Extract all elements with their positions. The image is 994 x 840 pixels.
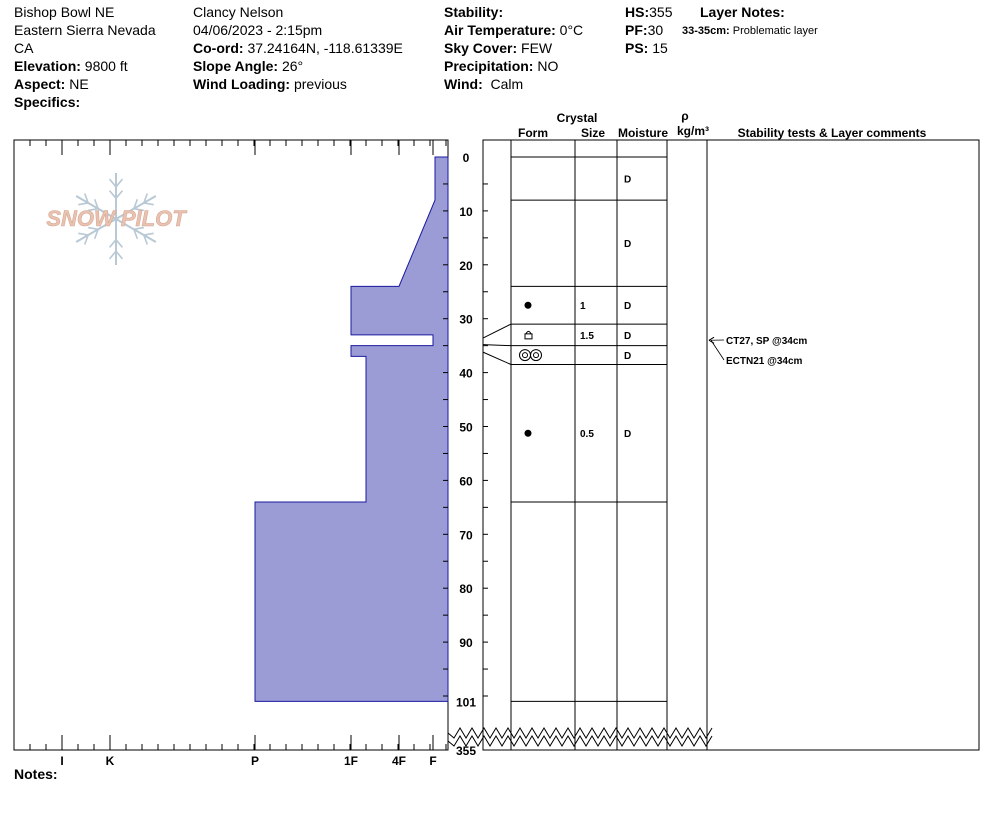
depth-tick-label: 101 — [455, 695, 477, 710]
stability-tests — [709, 336, 807, 367]
moisture-value: D — [624, 429, 632, 441]
stability-label: Stability: — [444, 4, 504, 20]
hardness-area — [255, 157, 448, 701]
grain-size-value: 1 — [580, 301, 586, 313]
grain-size-value: 0.5 — [580, 429, 594, 441]
elevation-value: 9800 ft — [84, 58, 128, 74]
aspect-value: NE — [69, 76, 89, 92]
slope-value: 26° — [281, 58, 304, 74]
wind-loading-label: Wind Loading: — [193, 76, 291, 92]
flake-branch — [78, 203, 88, 205]
faceted-grain-icon — [525, 334, 532, 339]
coord-value: 37.24164N, -118.61339E — [247, 40, 403, 56]
wind-label: Wind: — [444, 76, 483, 92]
header-form: Form — [518, 126, 548, 140]
zigzag-line — [448, 736, 712, 746]
hs-label: HS: — [625, 4, 650, 20]
flake-branch — [144, 233, 154, 235]
layer-note-range: 33-35cm: — [682, 25, 730, 37]
date-time: 04/06/2023 - 2:15pm — [193, 22, 323, 38]
state: CA — [14, 40, 34, 56]
rounded-grain-icon — [525, 302, 532, 309]
header-rho: ρ — [681, 109, 689, 123]
pf-label: PF: — [625, 22, 648, 38]
crystal-table-frame — [483, 140, 707, 750]
depth-tick-label: 20 — [459, 258, 473, 273]
moisture-value: D — [624, 351, 632, 363]
ps-value: 15 — [652, 40, 668, 56]
moisture-value: D — [624, 239, 632, 251]
snowpilot-logo — [46, 173, 187, 265]
precip-label: Precipitation: — [444, 58, 534, 74]
air-temp-value: 0°C — [559, 22, 584, 38]
location-name: Bishop Bowl NE — [14, 4, 115, 20]
specifics-label: Specifics: — [14, 94, 81, 110]
coord-label: Co-ord: — [193, 40, 244, 56]
ps-label: PS: — [625, 40, 649, 56]
moisture-value: D — [624, 174, 632, 186]
elevation-label: Elevation: — [14, 58, 81, 74]
layer-note-text: Problematic layer — [732, 25, 818, 37]
hardness-tick-label: K — [105, 754, 115, 768]
flake-branch — [144, 203, 154, 205]
axis-break-zigzag — [448, 728, 712, 746]
hs-value: 355 — [649, 4, 673, 20]
air-temp-label: Air Temperature: — [444, 22, 556, 38]
hardness-profile — [255, 157, 448, 701]
depth-tick-label: 0 — [462, 151, 470, 165]
column-headers — [518, 109, 927, 140]
depth-tick-label: 60 — [459, 474, 473, 489]
pf-value: 30 — [647, 22, 664, 38]
hardness-tick-label: 1F — [343, 754, 359, 768]
depth-tick-label: 30 — [459, 312, 473, 327]
hardness-tick-label: 4F — [391, 754, 407, 768]
hardness-tick-label: F — [429, 754, 437, 768]
stability-test-text: ECTN21 @34cm — [726, 356, 803, 367]
header-stability: Stability tests & Layer comments — [737, 126, 927, 140]
header-density-unit: kg/m³ — [676, 124, 710, 138]
wind-loading-value: previous — [293, 76, 347, 92]
header-size: Size — [580, 126, 606, 140]
hardness-tick-label: I — [60, 754, 64, 768]
melt-freeze-icon-inner — [523, 353, 528, 358]
depth-tick-label: 90 — [459, 636, 473, 651]
depth-tick-label: 40 — [459, 366, 473, 381]
sky-value: FEW — [521, 40, 553, 56]
notes-label: Notes: — [14, 766, 58, 782]
stability-test-leader — [711, 340, 724, 360]
crystal-table — [448, 140, 712, 750]
grain-size-value: 1.5 — [580, 330, 594, 342]
melt-freeze-icon — [531, 350, 542, 361]
sky-label: Sky Cover: — [444, 40, 518, 56]
precip-value: NO — [537, 58, 559, 74]
moisture-value: D — [624, 301, 632, 313]
layer-connector — [483, 352, 511, 364]
observer-name: Clancy Nelson — [193, 4, 284, 20]
stability-frame — [707, 140, 979, 750]
rounded-grain-icon — [525, 430, 532, 437]
depth-tick-label: 70 — [459, 528, 473, 543]
depth-tick-label: 80 — [459, 582, 473, 597]
slope-label: Slope Angle: — [193, 58, 279, 74]
aspect-label: Aspect: — [14, 76, 66, 92]
logo-text: SNOW PILOT — [46, 206, 186, 231]
melt-freeze-icon — [520, 350, 531, 361]
layer-connector — [483, 324, 511, 338]
header-crystal: Crystal — [556, 111, 598, 125]
mountain-range: Eastern Sierra Nevada — [14, 22, 156, 38]
depth-tick-label: 10 — [459, 204, 473, 219]
layer-notes-label: Layer Notes: — [700, 4, 785, 20]
stability-test-text: CT27, SP @34cm — [726, 336, 808, 347]
depth-tick-label: 50 — [459, 420, 473, 435]
header-moisture: Moisture — [617, 126, 669, 140]
flake-branch — [78, 233, 88, 235]
depth-axis — [443, 151, 488, 758]
melt-freeze-icon-inner — [534, 353, 539, 358]
hardness-tick-label: P — [250, 754, 260, 768]
wind-value: Calm — [490, 76, 524, 92]
depth-bottom-label: 355 — [455, 744, 477, 758]
moisture-value: D — [624, 330, 632, 342]
